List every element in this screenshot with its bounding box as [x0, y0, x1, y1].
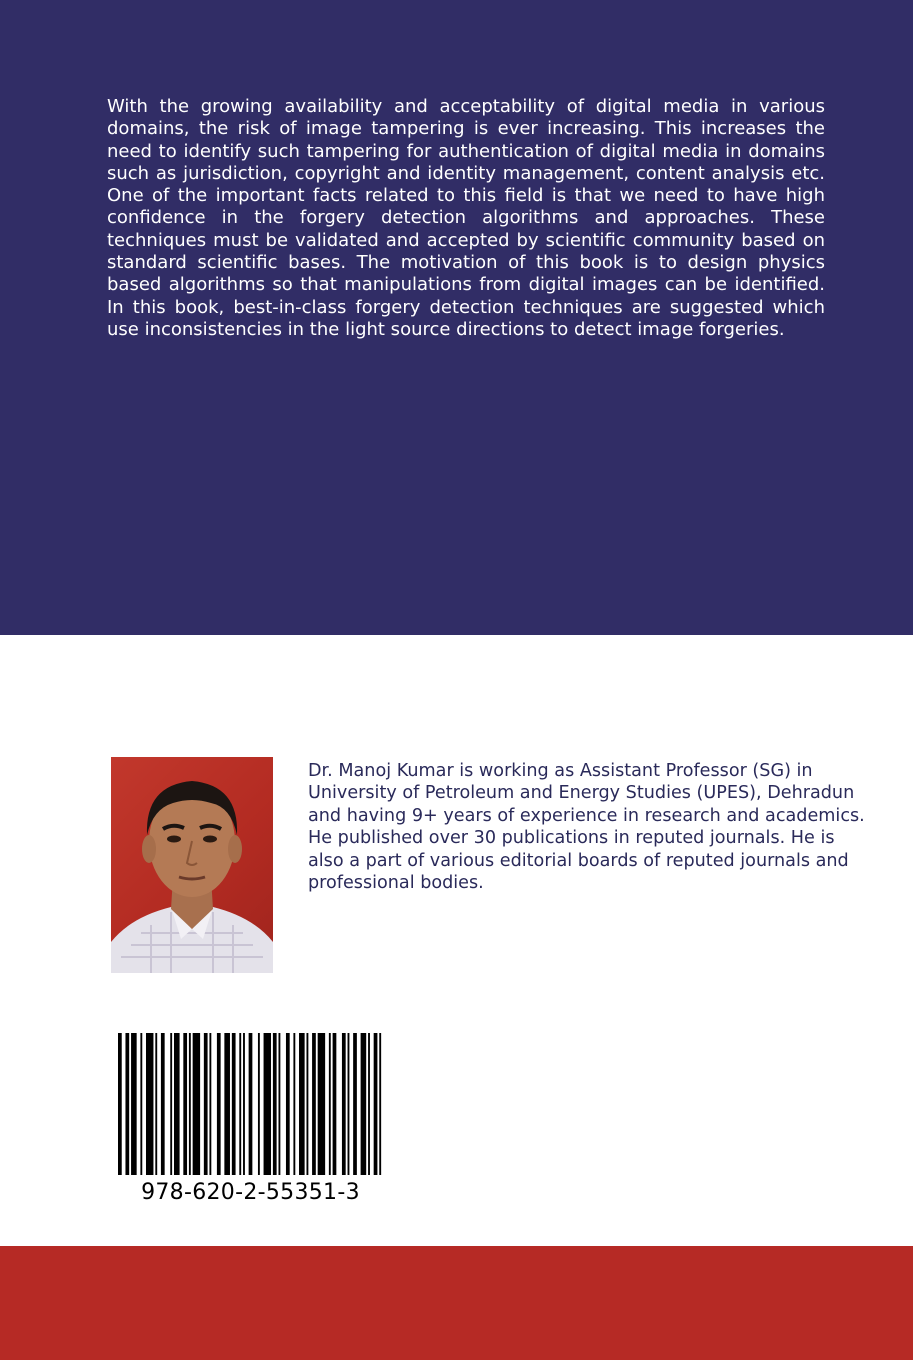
author-photo: [111, 757, 273, 973]
author-portrait-illustration: [111, 757, 273, 973]
isbn-barcode: [118, 1033, 383, 1213]
author-bio: Dr. Manoj Kumar is working as Assistant Professor (SG) in University of Petroleum and Energy Studies (UPES), Dehradun and having 9+ years of experience in research and academics. He published over 30 publications in reputed journals. He is also a part of various editorial boards of reputed journals and professional bodies.: [308, 761, 865, 894]
bottom-color-band: [0, 1246, 913, 1360]
book-blurb: With the growing availability and acceptability of digital media in various domains, the risk of image tampering is ever increasing. This increases the need to identify such tampering for authentication of digital media in domains such as jurisdiction, copyright and identity management, content analysis etc. One of the important facts related to this field is that we need to have high confidence in the forgery detection algorithms and approaches. These techniques must be validated and accepted by scientific community based on standard scientific bases. The motivation of this book is to design physics based algorithms so that manipulations from digital images can be identified. In this book, best-in-class forgery detection techniques are suggested which use inconsistencies in the light source directions to detect image forgeries.: [107, 96, 825, 340]
isbn-number: 978-620-2-55351-3: [141, 1180, 360, 1205]
barcode-bars: [118, 1033, 383, 1175]
